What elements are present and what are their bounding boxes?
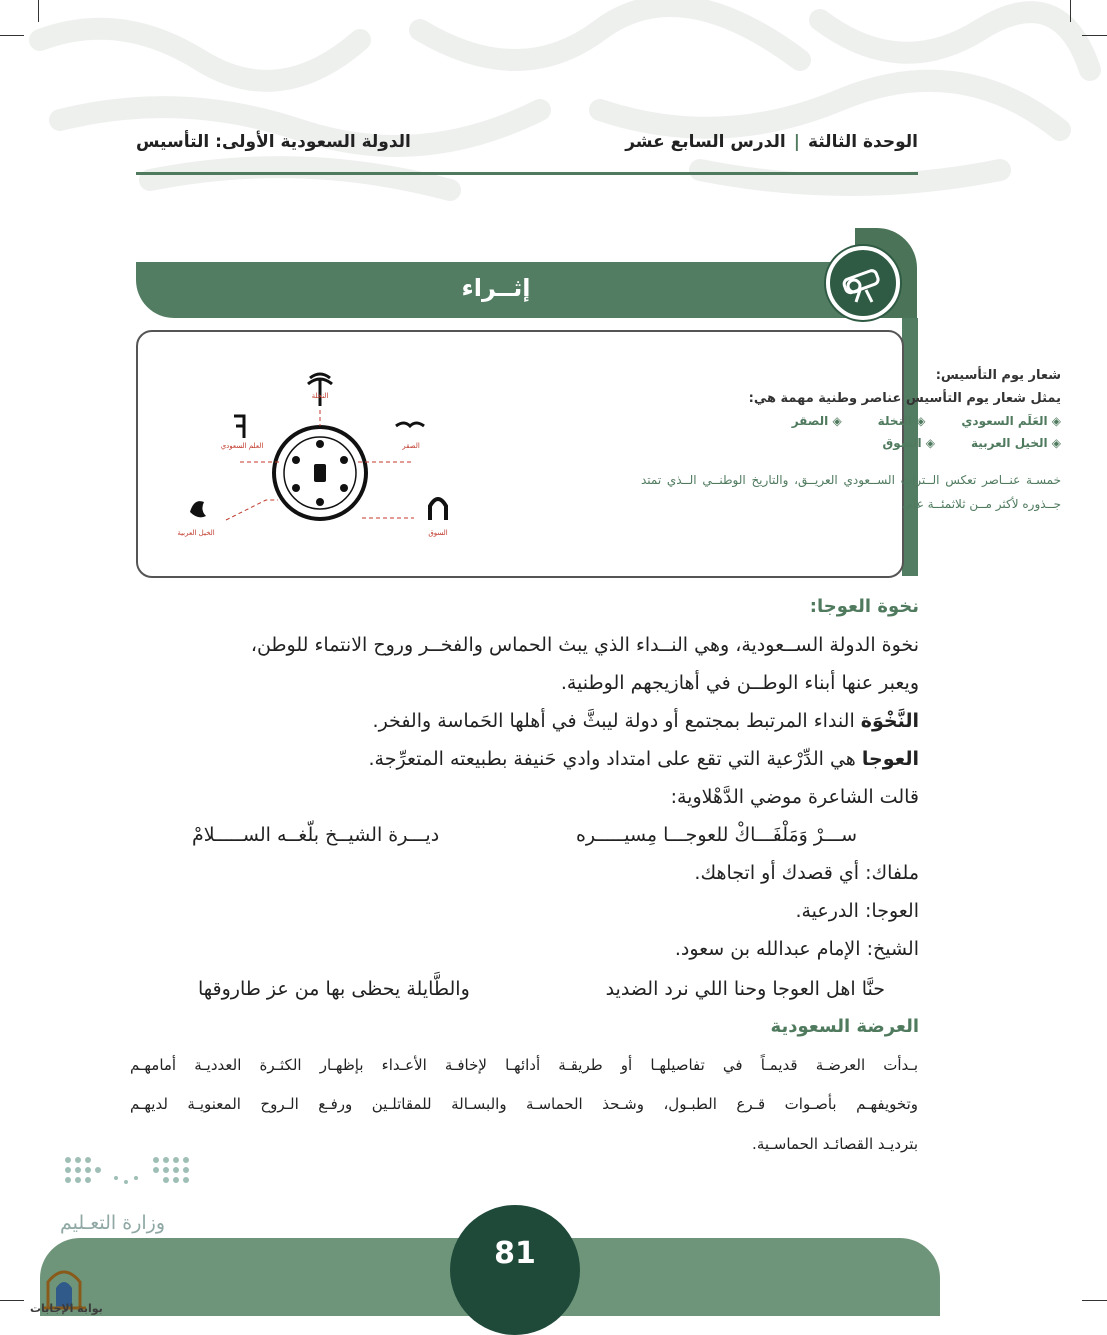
emblem-label-horse: الخيل العربية — [177, 529, 215, 537]
paragraph-line: وتخويفهـم بأصـوات قـرع الطبـول، وشـحذ الحماسـة والبسـالة للمقاتلـين ورفـع الـروح المعنويـة لديهـم — [130, 1095, 918, 1113]
emblem-label-falcon: الصقر — [402, 442, 420, 450]
crop-mark — [0, 1300, 24, 1301]
telescope-icon — [826, 246, 900, 320]
emblem-label-market: السوق — [428, 529, 448, 537]
crop-mark — [1082, 1300, 1107, 1301]
horse-icon — [190, 501, 206, 517]
info-item: ◈ الخيل العربية — [971, 436, 1061, 450]
info-note: خمسـة عنــاصر تعكس الــتراث الســعودي العريــق، والتاريخ الوطنــي الــذي تمتد جــذوره لأكثر مــن ثلاثمئــة عام. — [641, 473, 1061, 511]
crop-mark — [0, 35, 24, 36]
definition-line — [369, 748, 920, 770]
definition-term: العوجا — [861, 748, 919, 770]
info-item: ◈ العَلَم السعودي — [961, 414, 1061, 428]
verse-hemistich: ديـــرة الشيــخ بلّغــه الســـــلامْ — [192, 824, 440, 846]
ministry-logo — [56, 1150, 206, 1250]
paragraph-line: ويعبر عنها أبناء الوطــن في أهازيجهم الوطنية. — [560, 672, 919, 694]
emblem-inner-glyphs — [292, 440, 348, 506]
definition-term: النَّخْوَة — [860, 710, 919, 732]
founding-day-emblem — [168, 360, 468, 550]
enrichment-banner — [136, 262, 856, 318]
verse-hemistich: ســـرْ وَمَلْفَـــاكْ للعوجـــا مِسيـــــره — [575, 824, 857, 846]
market-icon — [430, 499, 446, 520]
info-intro: يمثل شعار يوم التأسيس عناصر وطنية مهمة هي: — [748, 391, 1061, 406]
unit-label: الوحدة الثالثة — [807, 132, 918, 152]
verse-hemistich: والطَّايلة يحظى بها من عز طاروقها — [198, 978, 470, 1000]
info-item: ◈ النخلة — [877, 414, 926, 428]
enrichment-label: إثــراء — [461, 274, 531, 302]
definition-text: النداء المرتبط بمجتمع أو دولة ليبثَّ في أهلها الحَماسة والفخر. — [372, 710, 861, 732]
answers-portal-name: بوابة الإجابات — [30, 1302, 103, 1315]
unit-lesson-label — [625, 132, 918, 152]
page-number: 81 — [450, 1205, 580, 1335]
emblem-label-flag: العلم السعودي — [220, 442, 264, 450]
page-header — [136, 128, 918, 175]
crop-mark — [1070, 0, 1071, 22]
paragraph-line: بترديـد القصائـد الحماسـية. — [752, 1135, 918, 1153]
crop-mark — [38, 0, 39, 22]
paragraph-line: بـدأت العرضـة قديمـاً في تفاصيلهـا أو طريقـة أدائهـا لإخافـة الأعـداء بإظهـار الكثـرة العدديـة أمامهـم — [130, 1056, 918, 1074]
info-items-row — [641, 414, 1061, 428]
section-heading: نخوة العوجا: — [809, 596, 919, 617]
palm-icon — [308, 374, 332, 406]
emblem-label-palm: النخلة — [311, 392, 329, 400]
gloss-line: ملفاك: أي قصدك أو اتجاهك. — [694, 862, 919, 884]
info-text — [641, 368, 1061, 516]
flag-icon — [234, 416, 244, 438]
crop-mark — [1082, 35, 1107, 36]
calligraphy-background — [0, 0, 1107, 220]
info-item: ◈ السوق — [882, 436, 935, 450]
header-separator: | — [793, 132, 800, 152]
info-heading: شعار يوم التأسيس: — [935, 368, 1061, 383]
verse-hemistich: حنَّا اهل العوجا وحنا اللي نرد الضديد — [605, 978, 885, 1000]
paragraph-line: نخوة الدولة الســعودية، وهي النــداء الذي يبث الحماس والفخــر وروح الانتماء للوطن، — [250, 634, 919, 656]
lesson-label: الدرس السابع عشر — [625, 132, 786, 152]
ministry-name: وزارة التعـليم — [60, 1212, 166, 1234]
gloss-line: الشيخ: الإمام عبدالله بن سعود. — [674, 938, 919, 960]
info-item: ◈ الصقر — [791, 414, 842, 428]
definition-line — [373, 710, 919, 732]
poet-intro: قالت الشاعرة موضي الدَّهْلاوية: — [670, 786, 919, 808]
section-heading: العرضة السعودية — [770, 1016, 919, 1037]
falcon-icon — [396, 423, 424, 426]
info-items-row — [641, 436, 1061, 450]
definition-text: هي الدِّرْعية التي تقع على امتداد وادي حَنيفة بطبيعته المتعرِّجة. — [368, 748, 862, 770]
chapter-title: الدولة السعودية الأولى: التأسيس — [136, 132, 411, 152]
gloss-line: العوجا: الدرعية. — [795, 900, 919, 922]
